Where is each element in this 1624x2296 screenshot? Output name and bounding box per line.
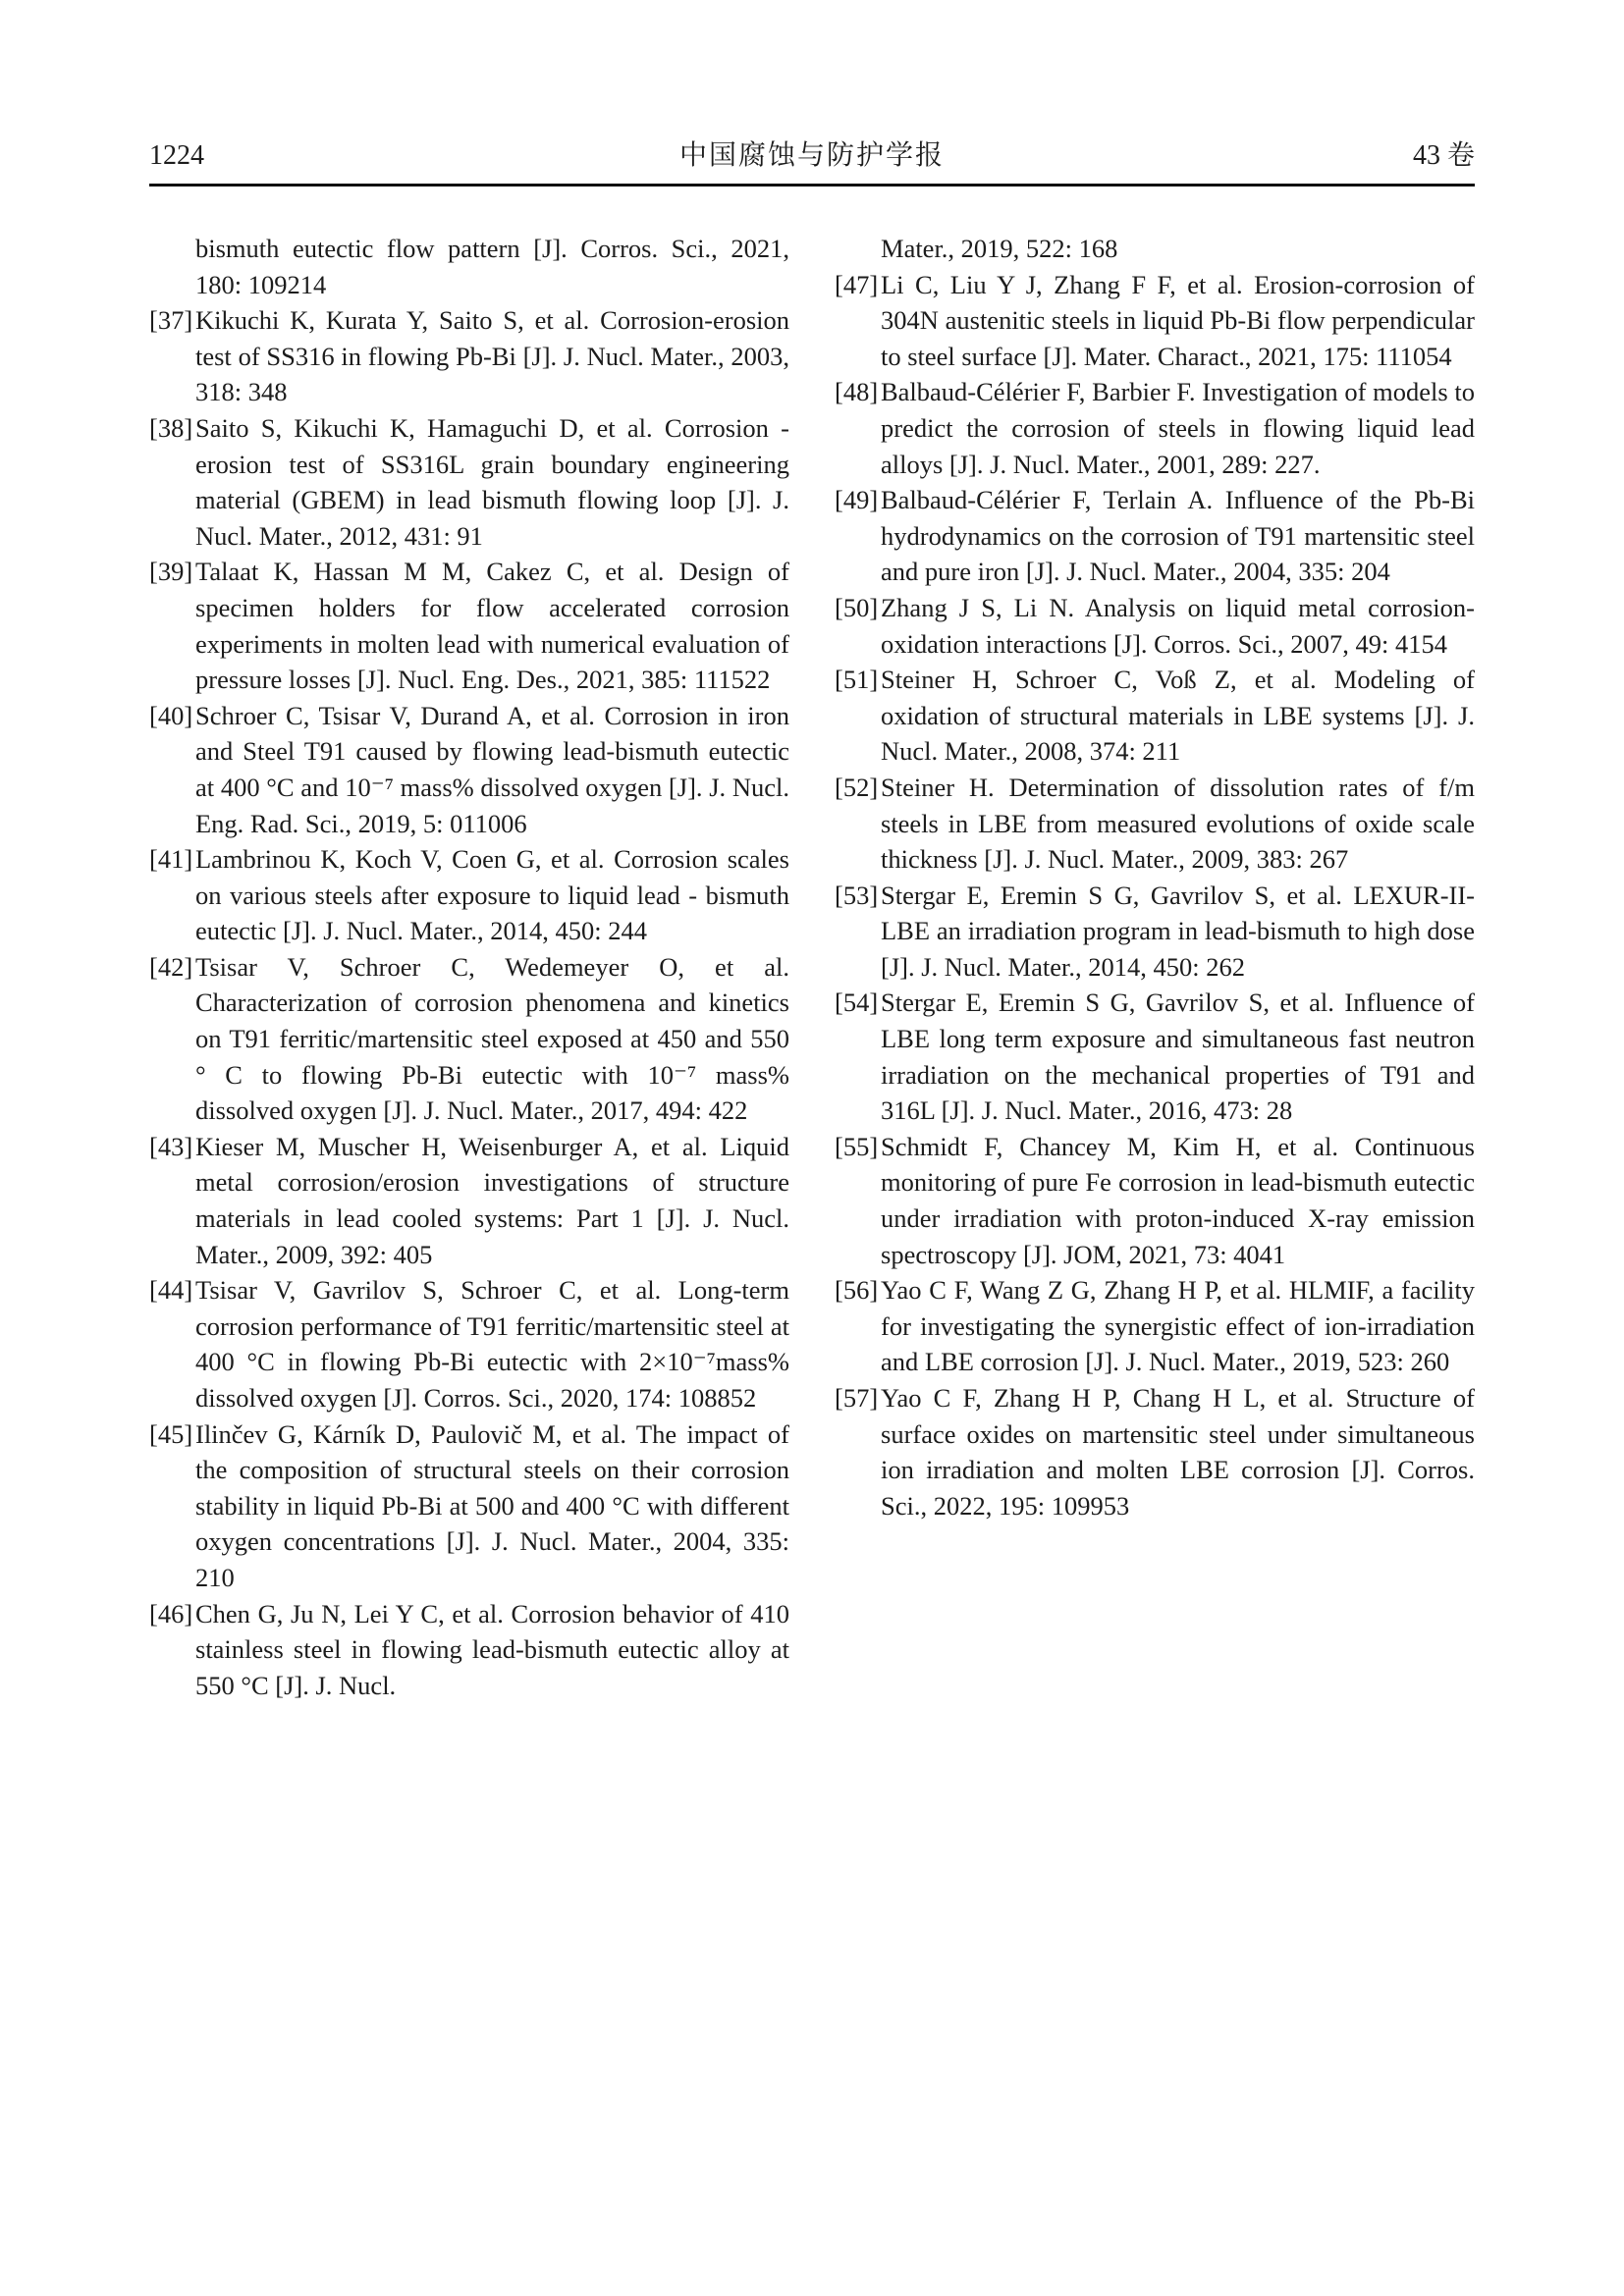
reference-text: bismuth eutectic flow pattern [J]. Corros. Sci., 2021, 180: 109214 bbox=[195, 234, 789, 299]
journal-title: 中国腐蚀与防护学报 bbox=[678, 140, 945, 171]
reference-text: Chen G, Ju N, Lei Y C, et al. Corrosion behavior of 410 stainless steel in flowing lead-bismuth eutectic alloy at 550 °C [J]. J. Nucl. bbox=[195, 1598, 789, 1700]
reference-text: Mater., 2019, 522: 168 bbox=[881, 234, 1118, 263]
reference-text: Tsisar V, Gavrilov S, Schroer C, et al. Long-term corrosion performance of T91 ferritic/martensitic steel at 400 °C in flowing Pb-Bi eutectic with 2×10⁻⁷mass% dissolved oxygen [J]. Corros. Sci., 2020, 174: 108852 bbox=[195, 1275, 789, 1413]
reference-item bbox=[835, 1272, 1475, 1380]
reference-text: Tsisar V, Schroer C, Wedemeyer O, et al. Characterization of corrosion phenomena and kinetics on T91 ferritic/martensitic steel exposed at 450 and 550 ° C to flowing Pb-Bi eutectic with 10⁻⁷ mass% dissolved oxygen [J]. J. Nucl. Mater., 2017, 494: 422 bbox=[195, 951, 789, 1126]
reference-number: [43] bbox=[149, 1131, 193, 1161]
reference-number: [50] bbox=[835, 592, 879, 622]
page-content bbox=[149, 139, 1475, 1703]
reference-text: Schroer C, Tsisar V, Durand A, et al. Corrosion in iron and Steel T91 caused by flowing lead-bismuth eutectic at 400 °C and 10⁻⁷ mass% dissolved oxygen [J]. J. Nucl. Eng. Rad. Sci., 2019, 5: 011006 bbox=[195, 700, 789, 838]
volume-label: 43 卷 bbox=[1412, 140, 1475, 171]
reference-item bbox=[149, 949, 789, 1129]
reference-item bbox=[149, 231, 789, 302]
reference-text: Yao C F, Zhang H P, Chang H L, et al. Structure of surface oxides on martensitic steel under simultaneous ion irradiation and molten LBE corrosion [J]. Corros. Sci., 2022, 195: 109953 bbox=[881, 1383, 1475, 1521]
reference-number: [48] bbox=[835, 377, 879, 407]
reference-text: Saito S, Kikuchi K, Hamaguchi D, et al. Corrosion - erosion test of SS316L grain boundary engineering material (GBEM) in lead bismuth flowing loop [J]. J. Nucl. Mater., 2012, 431: 91 bbox=[195, 412, 789, 551]
reference-item bbox=[149, 302, 789, 410]
reference-text: Schmidt F, Chancey M, Kim H, et al. Continuous monitoring of pure Fe corrosion in lead-bismuth eutectic under irradiation with proton-induced X-ray emission spectroscopy [J]. JOM, 2021, 73: 4041 bbox=[881, 1131, 1475, 1269]
header-rule bbox=[149, 184, 1475, 187]
reference-text: Steiner H. Determination of dissolution rates of f/m steels in LBE from measured evolutions of oxide scale thickness [J]. J. Nucl. Mater., 2009, 383: 267 bbox=[881, 772, 1475, 875]
reference-item bbox=[149, 410, 789, 554]
reference-item bbox=[835, 267, 1475, 375]
reference-item bbox=[835, 1129, 1475, 1272]
reference-item bbox=[835, 590, 1475, 662]
reference-number: [37] bbox=[149, 305, 193, 336]
reference-number: [56] bbox=[835, 1275, 879, 1306]
reference-number: [52] bbox=[835, 772, 879, 802]
reference-item bbox=[835, 770, 1475, 878]
reference-number: [54] bbox=[835, 988, 879, 1018]
reference-item bbox=[149, 1272, 789, 1415]
reference-number: [44] bbox=[149, 1275, 193, 1306]
reference-number: [41] bbox=[149, 844, 193, 875]
references-right-column bbox=[835, 231, 1475, 1703]
reference-item bbox=[149, 1416, 789, 1596]
reference-number: [57] bbox=[835, 1383, 879, 1413]
reference-item bbox=[149, 841, 789, 949]
reference-text: Stergar E, Eremin S G, Gavrilov S, et al. Influence of LBE long term exposure and simultaneous fast neutron irradiation on the mechanical properties of T91 and 316L [J]. J. Nucl. Mater., 2016, 473: 28 bbox=[881, 988, 1475, 1126]
references-columns bbox=[149, 231, 1475, 1703]
reference-number: [39] bbox=[149, 557, 193, 587]
reference-text: Talaat K, Hassan M M, Cakez C, et al. Design of specimen holders for flow accelerated corrosion experiments in molten lead with numerical evaluation of pressure losses [J]. Nucl. Eng. Des., 2021, 385: 111522 bbox=[195, 557, 789, 695]
reference-text: Yao C F, Wang Z G, Zhang H P, et al. HLMIF, a facility for investigating the synergistic effect of ion-irradiation and LBE corrosion [J]. J. Nucl. Mater., 2019, 523: 260 bbox=[881, 1275, 1475, 1377]
reference-item bbox=[835, 482, 1475, 590]
reference-text: Balbaud-Célérier F, Barbier F. Investigation of models to predict the corrosion of steels in flowing liquid lead alloys [J]. J. Nucl. Mater., 2001, 289: 227. bbox=[881, 377, 1475, 479]
reference-number: [55] bbox=[835, 1131, 879, 1161]
page-header bbox=[149, 139, 1475, 173]
reference-text: Stergar E, Eremin S G, Gavrilov S, et al. LEXUR-II-LBE an irradiation program in lead-bismuth to high dose [J]. J. Nucl. Mater., 2014, 450: 262 bbox=[881, 880, 1475, 982]
reference-number: [45] bbox=[149, 1418, 193, 1449]
reference-item bbox=[835, 662, 1475, 770]
reference-text: Li C, Liu Y J, Zhang F F, et al. Erosion-corrosion of 304N austenitic steels in liquid Pb-Bi flow perpendicular to steel surface [J]. Mater. Charact., 2021, 175: 111054 bbox=[881, 269, 1475, 371]
references-left-column bbox=[149, 231, 789, 1703]
reference-text: Kieser M, Muscher H, Weisenburger A, et al. Liquid metal corrosion/erosion investigations of structure materials in lead cooled systems: Part 1 [J]. J. Nucl. Mater., 2009, 392: 405 bbox=[195, 1131, 789, 1269]
reference-item bbox=[835, 1380, 1475, 1523]
reference-text: Zhang J S, Li N. Analysis on liquid metal corrosion-oxidation interactions [J]. Corros. Sci., 2007, 49: 4154 bbox=[881, 592, 1475, 659]
reference-text: Balbaud-Célérier F, Terlain A. Influence of the Pb-Bi hydrodynamics on the corrosion of T91 martensitic steel and pure iron [J]. J. Nucl. Mater., 2004, 335: 204 bbox=[881, 485, 1475, 587]
reference-item bbox=[835, 231, 1475, 267]
reference-text: Lambrinou K, Koch V, Coen G, et al. Corrosion scales on various steels after exposure to liquid lead - bismuth eutectic [J]. J. Nucl. Mater., 2014, 450: 244 bbox=[195, 844, 789, 946]
reference-number: [51] bbox=[835, 665, 879, 695]
reference-item bbox=[835, 985, 1475, 1128]
reference-item bbox=[149, 698, 789, 841]
reference-number: [40] bbox=[149, 700, 193, 730]
reference-text: Ilinčev G, Kárník D, Paulovič M, et al. The impact of the composition of structural steels on their corrosion stability in liquid Pb-Bi at 500 and 400 °C with different oxygen concentrations [J]. J. Nucl. Mater., 2004, 335: 210 bbox=[195, 1418, 789, 1592]
page-number: 1224 bbox=[149, 140, 204, 171]
reference-number: [38] bbox=[149, 412, 193, 443]
reference-item bbox=[835, 878, 1475, 986]
reference-item bbox=[149, 1596, 789, 1704]
reference-item bbox=[835, 374, 1475, 482]
reference-item bbox=[149, 1129, 789, 1272]
reference-item bbox=[149, 554, 789, 697]
reference-number: [46] bbox=[149, 1598, 193, 1629]
reference-number: [47] bbox=[835, 269, 879, 299]
reference-number: [42] bbox=[149, 951, 193, 982]
reference-number: [53] bbox=[835, 880, 879, 910]
reference-number: [49] bbox=[835, 485, 879, 515]
reference-text: Kikuchi K, Kurata Y, Saito S, et al. Corrosion-erosion test of SS316 in flowing Pb-Bi [J]. J. Nucl. Mater., 2003, 318: 348 bbox=[195, 305, 789, 407]
reference-text: Steiner H, Schroer C, Voß Z, et al. Modeling of oxidation of structural materials in LBE systems [J]. J. Nucl. Mater., 2008, 374: 211 bbox=[881, 665, 1475, 767]
